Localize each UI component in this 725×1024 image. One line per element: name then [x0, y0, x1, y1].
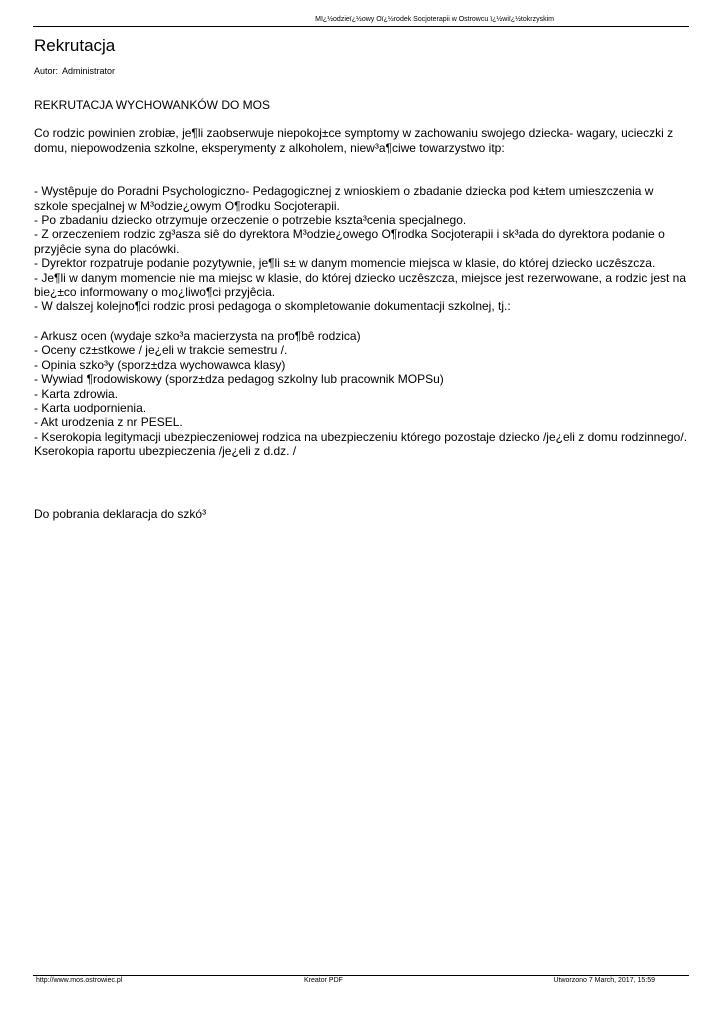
list-item: - Karta zdrowia. — [34, 386, 119, 401]
footer-created-date: Utworzono 7 March, 2017, 15:59 — [553, 977, 655, 984]
list-item: - Arkusz ocen (wydaje szko³a macierzysta na pro¶bê rodzica) — [34, 328, 361, 343]
running-header: Mï¿½odzieï¿½owy Oï¿½rodek Socjoterapii w Ostrowcu ï¿½wiï¿½tokrzyskim — [315, 16, 554, 23]
header-divider — [33, 26, 689, 27]
article-heading: REKRUTACJA WYCHOWANKÓW DO MOS — [34, 98, 271, 112]
article-body — [34, 98, 689, 521]
list-item: - Wystêpuje do Poradni Psychologiczno- Pedagogicznej z wnioskiem o zbadanie dziecka pod k±tem umieszczenia w szkole specjalnej w M³odzie¿owym O¶rodku Socjoterapii. — [34, 184, 654, 213]
list-item: - Akt urodzenia z nr PESEL. — [34, 415, 183, 430]
list-item: - Po zbadaniu dziecko otrzymuje orzeczenie o potrzebie kszta³cenia specjalnego. — [34, 213, 467, 228]
author-name: Administrator — [62, 66, 116, 76]
author-label: Autor: — [34, 66, 59, 76]
footer-divider — [33, 975, 689, 976]
list-item: - Dyrektor rozpatruje podanie pozytywnie, je¶li s± w danym momencie miejsca w klasie, do której dziecko uczêszcza. — [34, 256, 656, 271]
list-item: - Wywiad ¶rodowiskowy (sporz±dza pedagog szkolny lub pracownik MOPSu) — [34, 372, 444, 387]
list-item: - Je¶li w danym momencie nie ma miejsc w klasie, do której dziecko uczêszcza, miejsce jest rezerwowane, a rodzic jest na bie¿±co informowany o mo¿liwo¶ci przyjêcia. — [34, 270, 687, 300]
list-item: - Oceny cz±stkowe / je¿eli w trakcie semestru /. — [34, 343, 288, 358]
footer-generator: Kreator PDF — [304, 977, 343, 984]
author-line — [34, 66, 115, 77]
list-item: - Kserokopia legitymacji ubezpieczeniowej rodzica na ubezpieczeniu którego pozostaje dziecko /je¿eli z domu rodzinnego/. Kserokopia raportu ubezpieczenia /je¿eli z d.dz. / — [34, 429, 688, 459]
footer-url: http://www.mos.ostrowiec.pl — [36, 977, 123, 984]
download-declaration-text: Do pobrania deklaracja do szkó³ — [34, 506, 207, 521]
page-title: Rekrutacja — [34, 36, 116, 55]
intro-paragraph: Co rodzic powinien zrobiæ, je¶li zaobserwuje niepokoj±ce symptomy w zachowaniu swojego dziecka- wagary, ucieczki z domu, niepowodzenia szkolne, eksperymenty z alkoholem, niew³a¶ciwe towarzystwo itp: — [34, 126, 674, 155]
list-item: - Z orzeczeniem rodzic zg³asza siê do dyrektora M³odzie¿owego O¶rodka Socjoterapii i sk³ada do dyrektora podanie o przyjêcie syna do placówki. — [34, 227, 665, 256]
list-item: - Karta uodpornienia. — [34, 400, 147, 415]
list-item: - Opinia szko³y (sporz±dza wychowawca klasy) — [34, 357, 286, 372]
list-item: - W dalszej kolejno¶ci rodzic prosi pedagoga o skompletowanie dokumentacji szkolnej, tj.: — [34, 299, 511, 314]
documents-list — [34, 329, 689, 459]
steps-list — [34, 184, 689, 314]
